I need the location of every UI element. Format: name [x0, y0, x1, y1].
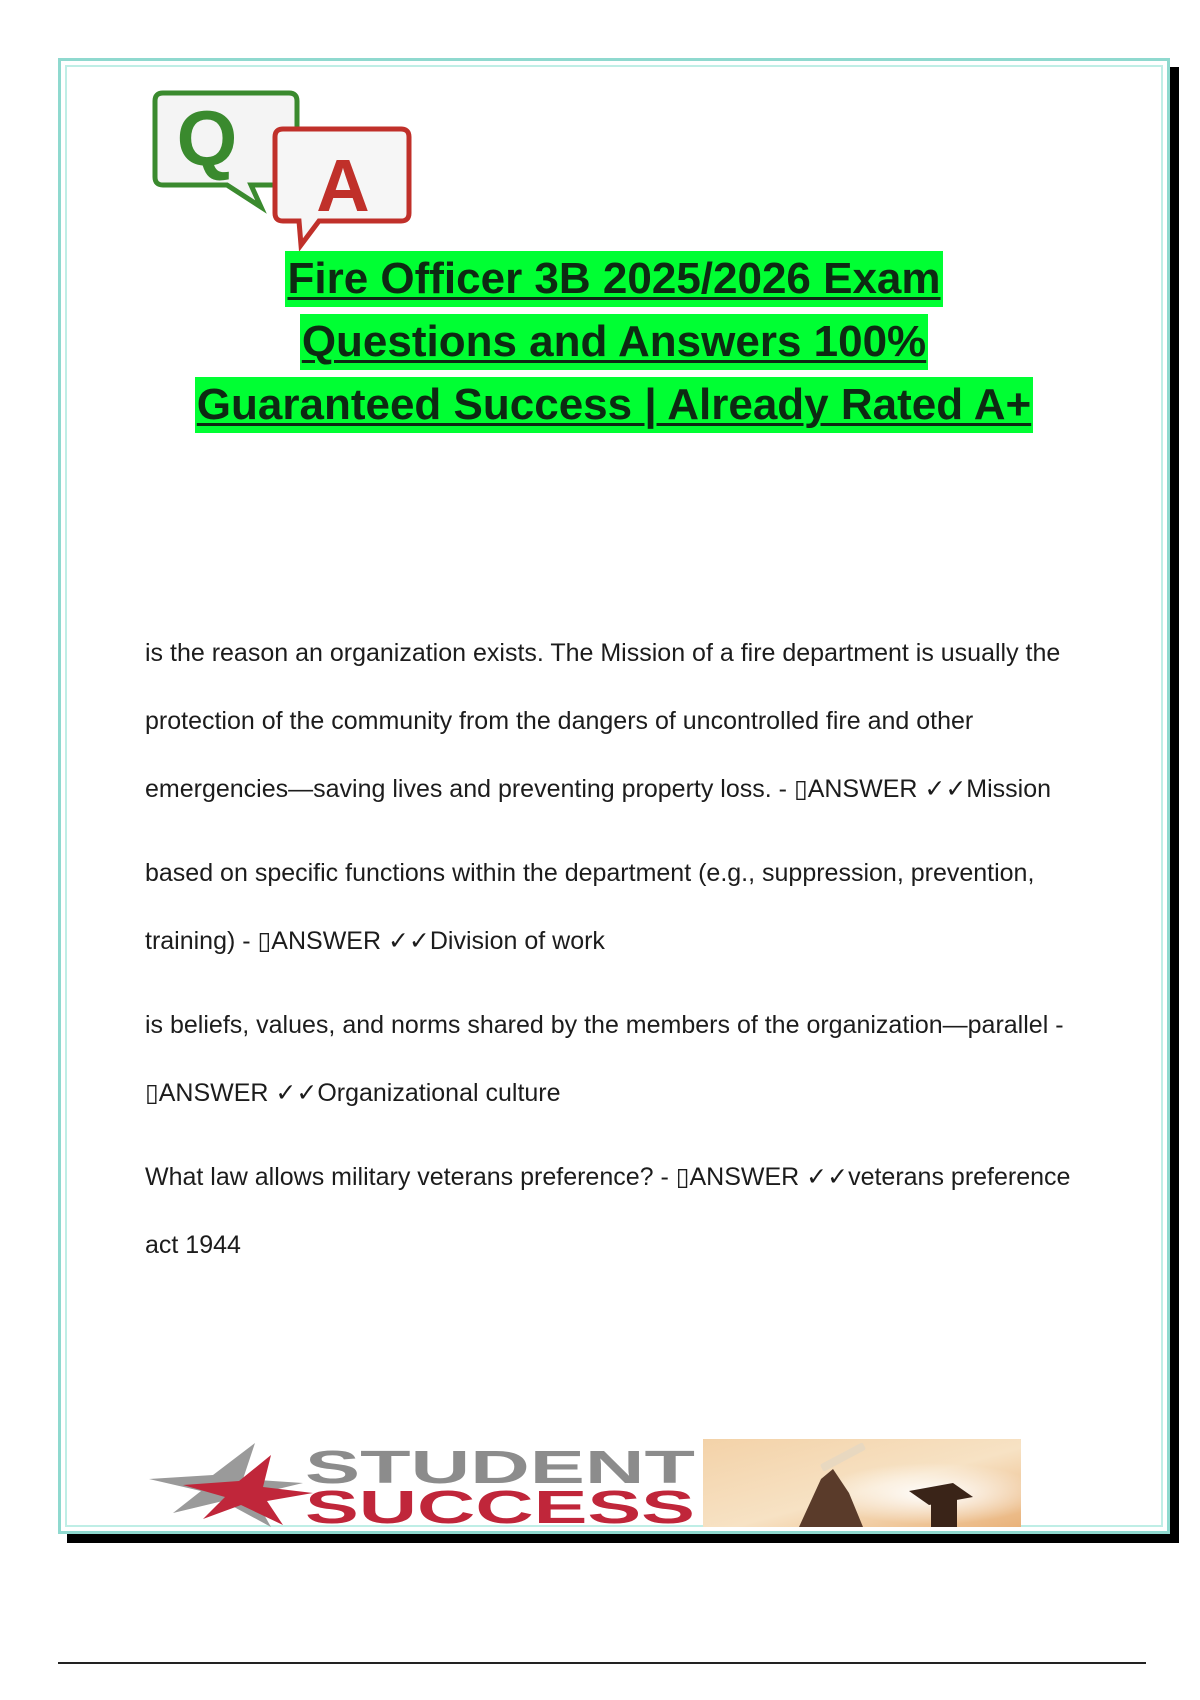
answer-prefix: ▯ANSWER ✓✓	[675, 1163, 849, 1191]
question-text: is the reason an organization exists. The Mission of a fire department is usually the protection of the community from the dangers of uncontrolled fire and other emergencies—saving lives and preventing property loss. -	[145, 639, 1061, 803]
qa-item	[145, 991, 1105, 1127]
qa-item	[145, 619, 1105, 823]
title-line-1: Fire Officer 3B 2025/2026 Exam	[285, 251, 942, 307]
a-bubble-icon	[275, 129, 409, 245]
brand-bottom-text: SUCCESS	[305, 1481, 695, 1529]
a-letter: A	[316, 144, 370, 227]
q-letter: Q	[176, 94, 238, 182]
question-text: What law allows military veterans preference? -	[145, 1163, 676, 1191]
qa-item	[145, 1143, 1105, 1279]
star-icon	[149, 1443, 313, 1527]
answer-text: veterans preference act 1944	[145, 1163, 1071, 1259]
qa-item	[145, 839, 1105, 975]
question-text: is beliefs, values, and norms shared by the members of the organization—parallel -	[145, 1011, 1064, 1039]
graduate-photo	[703, 1439, 1021, 1527]
answer-text: Organizational culture	[317, 1079, 561, 1107]
student-success-logo	[143, 1439, 703, 1529]
qa-list	[145, 619, 1105, 1295]
title-line-3: Guaranteed Success | Already Rated A+	[195, 377, 1033, 433]
title-line-2: Questions and Answers 100%	[300, 314, 928, 370]
document-title	[91, 251, 1137, 440]
page-frame	[58, 58, 1170, 1534]
question-text: based on specific functions within the department (e.g., suppression, prevention, training) -	[145, 859, 1035, 955]
answer-prefix: ▯ANSWER ✓✓	[793, 775, 967, 803]
qa-logo	[151, 85, 431, 255]
answer-prefix: ▯ANSWER ✓✓	[145, 1079, 318, 1107]
brand-top-text: STUDENT	[305, 1441, 695, 1493]
answer-text: Mission	[966, 775, 1052, 803]
answer-prefix: ▯ANSWER ✓✓	[257, 927, 430, 955]
answer-text: Division of work	[429, 927, 605, 955]
page-bottom-rule	[58, 1662, 1146, 1664]
